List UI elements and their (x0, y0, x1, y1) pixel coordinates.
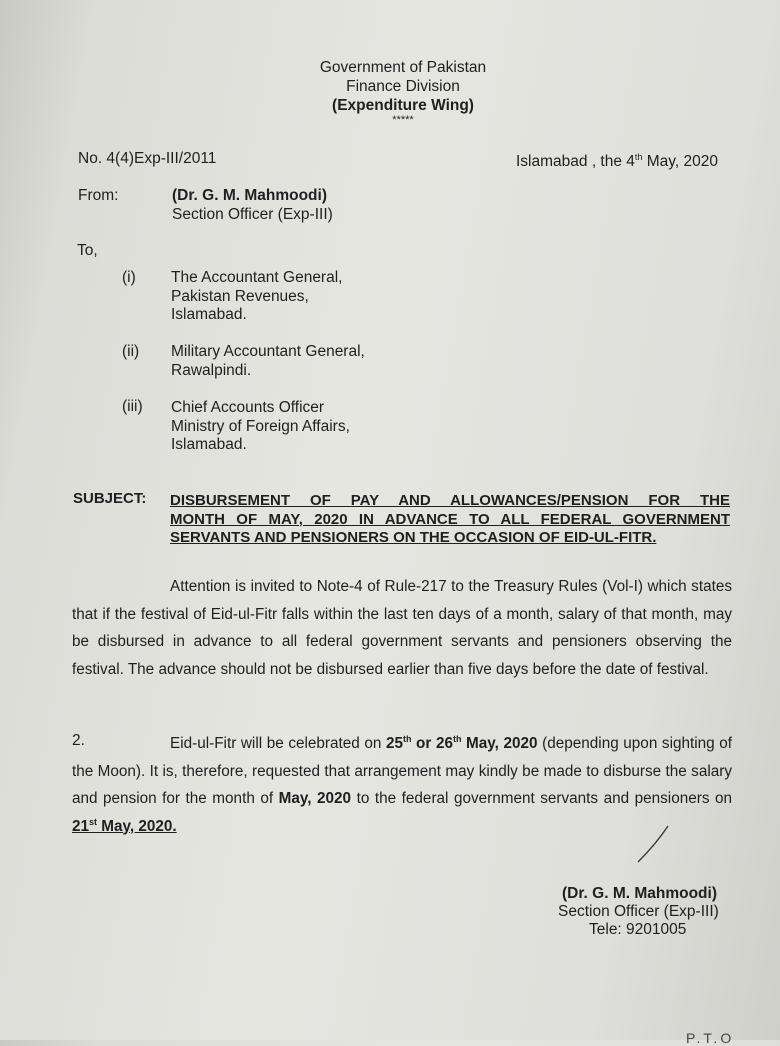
recipient-line: Islamabad. (171, 436, 247, 453)
from-label: From: (78, 187, 119, 204)
reference-number: No. 4(4)Exp-III/2011 (78, 150, 217, 167)
signature-telephone: Tele: 9201005 (589, 921, 687, 938)
recipient-number: (i) (122, 269, 136, 286)
from-designation: Section Officer (Exp-III) (172, 206, 333, 223)
letter-date: Islamabad , the 4th May, 2020 (516, 151, 718, 170)
recipient-line: Ministry of Foreign Affairs, (171, 418, 350, 435)
recipient-line: Pakistan Revenues, (171, 288, 309, 305)
signature-stroke (630, 822, 674, 868)
subject-line: MONTH OF MAY, 2020 IN ADVANCE TO ALL FEDERAL GOVERNMENT (170, 510, 730, 528)
recipient-line: Islamabad. (171, 306, 247, 323)
recipient-line: Rawalpindi. (171, 362, 252, 379)
recipient-line: The Accountant General, (171, 269, 343, 286)
header-government: Government of Pakistan (319, 59, 487, 76)
paragraph-2: Eid-ul-Fitr will be celebrated on 25th or 26th May, 2020 (depending upon sighting of the Moon). It is, therefore, requested that arrangement may kindly be made to disburse the salary and pension for the month of May, 2020 to the federal government servants and pensioners on 21st May, 2020. (72, 733, 733, 835)
header-division: Finance Division (346, 78, 460, 95)
paragraph-1: Attention is invited to Note-4 of Rule-217 to the Treasury Rules (Vol-I) which states that if the festival of Eid-ul-Fitr falls within the last ten days of a month, salary of that month, may be disbursed in advance to all federal government servants and pensioners observing the festival. The advance should not be disbursed earlier than five days before the date of festival. (72, 578, 732, 678)
subject-label: SUBJECT: (73, 490, 147, 507)
subject-line: SERVANTS AND PENSIONERS ON THE OCCASION OF EID-UL-FITR. (170, 529, 657, 546)
recipient-line: Military Accountant General, (171, 343, 365, 360)
header-stars: ***** (392, 114, 414, 126)
signature-name: (Dr. G. M. Mahmoodi) (562, 885, 717, 902)
signature-designation: Section Officer (Exp-III) (558, 903, 719, 920)
from-name: (Dr. G. M. Mahmoodi) (172, 187, 327, 204)
subject-text (170, 492, 730, 548)
paragraph-2-number: 2. (72, 732, 85, 749)
pto-note: P.T.O (686, 1030, 735, 1046)
header-wing: (Expenditure Wing) (332, 97, 474, 114)
to-label: To, (77, 242, 98, 259)
recipient-line: Chief Accounts Officer (171, 399, 325, 416)
subject-line: DISBURSEMENT OF PAY AND ALLOWANCES/PENSION FOR THE (170, 492, 730, 509)
recipient-number: (ii) (122, 343, 140, 360)
recipient-number: (iii) (122, 398, 143, 415)
